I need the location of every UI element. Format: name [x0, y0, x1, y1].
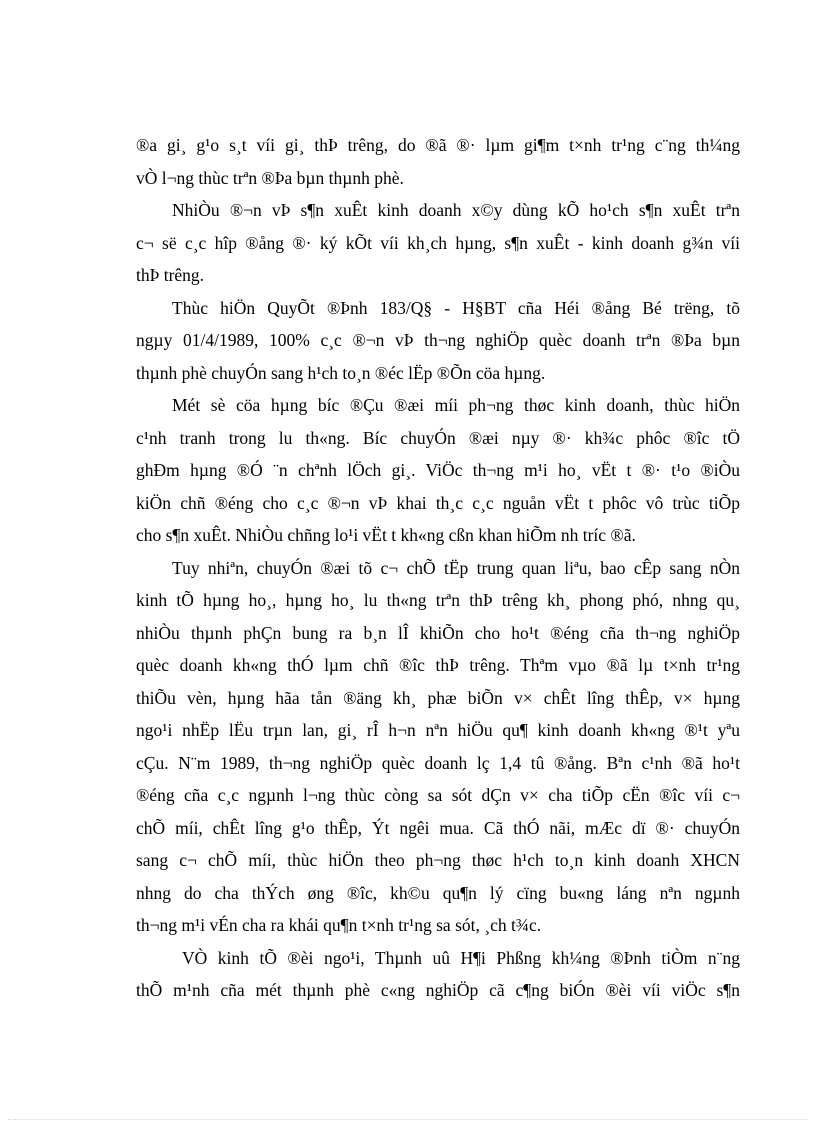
- text-line: thÕ m¹nh cña mét thµnh phè c«ng nghiÖp cã c¶ng biÓn ®èi víi viÖc s¶n: [136, 980, 740, 1000]
- page-bottom-divider: [8, 1119, 808, 1120]
- document-body: [136, 129, 740, 1007]
- text-line: VÒ kinh tÕ ®èi ngo¹i, Thµnh uû H¶i Phßng kh¼ng ®Þnh tiÒm n¨ng: [182, 947, 740, 968]
- text-line: vÒ l¬ng thùc trªn ®Þa bµn thµnh phè.: [136, 167, 404, 188]
- text-line: ngµy 01/4/1989, 100% c¸c ®¬n vÞ th¬ng nghiÖp quèc doanh trªn ®Þa bµn: [136, 330, 740, 350]
- text-line: Mét sè cöa hµng bíc ®Çu ®æi míi ph¬ng thøc kinh doanh, thùc hiÖn: [172, 395, 740, 415]
- text-line: Tuy nhiªn, chuyÓn ®æi tõ c¬ chÕ tËp trung quan liªu, bao cÊp sang nÒn: [172, 557, 740, 578]
- paragraph-4: [136, 389, 740, 552]
- text-line: th¬ng m¹i vÉn cha ra khái qu¶n t×nh tr¹ng sa sót, ¸ch t¾c.: [136, 915, 542, 935]
- text-line: thiÕu vèn, hµng hãa tån ®äng kh¸ phæ biÕn v× chÊt lîng thÊp, v× hµng: [136, 687, 740, 708]
- text-line: ®a gi¸ g¹o s¸t víi gi¸ thÞ trêng, do ®ã ®· lµm gi¶m t×nh tr¹ng c¨ng th¼ng: [136, 135, 740, 155]
- text-line: thÞ trêng.: [136, 265, 205, 285]
- text-line: sang c¬ chÕ míi, thùc hiÖn theo ph¬ng thøc h¹ch to¸n kinh doanh XHCN: [136, 850, 740, 870]
- text-line: ngo¹i nhËp lËu trµn lan, gi¸ rÎ h¬n nªn hiÖu qu¶ kinh doanh kh«ng ®¹t yªu: [136, 720, 740, 740]
- text-line: quèc doanh kh«ng thÓ lµm chñ ®îc thÞ trêng. Thªm vµo ®ã lµ t×nh tr¹ng: [136, 655, 740, 675]
- text-line: ghÐm hµng ®Ó ¨n chªnh lÖch gi¸. ViÖc th¬ng m¹i ho¸ vËt t ®· t¹o ®iÒu: [136, 460, 740, 480]
- text-line: kinh tÕ hµng ho¸, hµng ho¸ lu th«ng trªn thÞ trêng kh¸ phong phó, nhng qu¸: [136, 590, 740, 610]
- paragraph-2: [136, 194, 740, 292]
- text-line: ®éng cña c¸c ngµnh l¬ng thùc còng sa sót dÇn v× cha tiÕp cËn ®îc víi c¬: [136, 785, 740, 805]
- text-line: c¬ së c¸c hîp ®ång ®· ký kÕt víi kh¸ch hµng, s¶n xuÊt - kinh doanh g¾n víi: [136, 232, 740, 253]
- text-line: thµnh phè chuyÓn sang h¹ch to¸n ®éc lËp ®Õn cöa hµng.: [136, 362, 546, 383]
- paragraph-6: [136, 942, 740, 1007]
- text-line: c¹nh tranh trong lu th«ng. Bíc chuyÓn ®æi nµy ®· kh¾c phôc ®îc tÖ: [136, 427, 740, 448]
- paragraph-5: [136, 552, 740, 942]
- text-line: kiÖn chñ ®éng cho c¸c ®¬n vÞ khai th¸c c¸c nguån vËt t phôc vô trùc tiÕp: [136, 492, 740, 513]
- text-line: cÇu. N¨m 1989, th¬ng nghiÖp quèc doanh lç 1,4 tû ®ång. Bªn c¹nh ®ã ho¹t: [136, 752, 740, 773]
- text-line: chÕ míi, chÊt lîng g¹o thÊp, Ýt ngêi mua. Cã thÓ nãi, mÆc dï ®· chuyÓn: [136, 817, 740, 838]
- paragraph-3: [136, 292, 740, 390]
- text-line: nhiÒu thµnh phÇn bung ra b¸n lÎ khiÕn cho ho¹t ®éng cña th¬ng nghiÖp: [136, 622, 740, 643]
- text-line: Thùc hiÖn QuyÕt ®Þnh 183/Q§ - H§BT cña Héi ®ång Bé trëng, tõ: [172, 297, 740, 318]
- text-line: NhiÒu ®¬n vÞ s¶n xuÊt kinh doanh x©y dùng kÕ ho¹ch s¶n xuÊt trªn: [172, 200, 740, 220]
- paragraph-1: [136, 129, 740, 194]
- text-line: cho s¶n xuÊt. NhiÒu chñng lo¹i vËt t kh«ng cßn khan hiÕm nh tríc ®ã.: [136, 525, 636, 545]
- text-line: nhng do cha thÝch øng ®îc, kh©u qu¶n lý cïng bu«ng láng nªn ngµnh: [136, 882, 740, 903]
